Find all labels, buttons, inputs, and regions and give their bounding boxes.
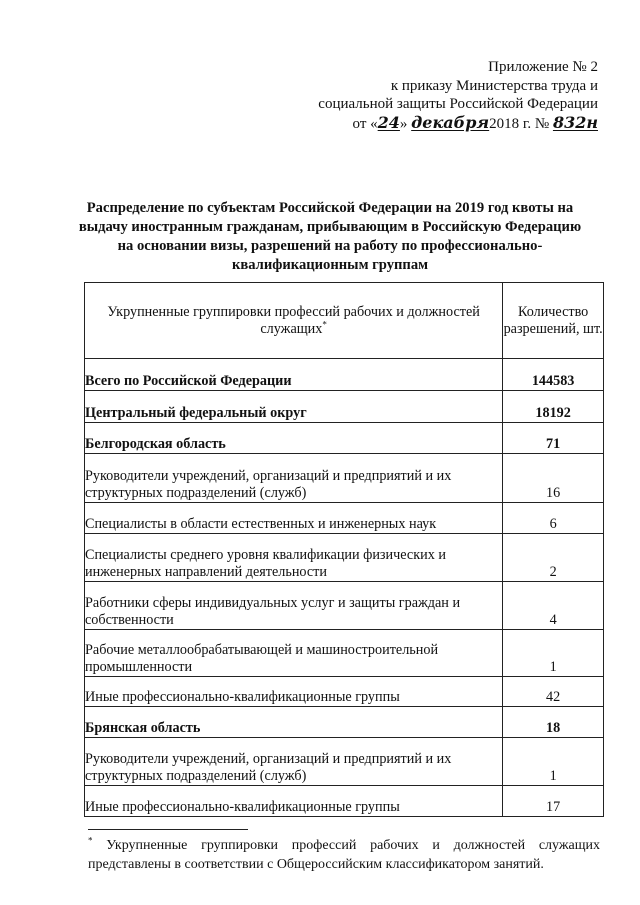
handwritten-order-number: 832н bbox=[552, 112, 598, 132]
table-row bbox=[85, 738, 604, 786]
row-name: Работники сферы индивидуальных услуг и защиты граждан и собственности bbox=[85, 582, 503, 630]
row-value: 1 bbox=[503, 630, 604, 677]
row-value: 16 bbox=[503, 454, 604, 503]
header-permits-count: Количество разрешений, шт. bbox=[503, 283, 604, 359]
table-row bbox=[85, 454, 604, 503]
table-row bbox=[85, 423, 604, 454]
appendix-date-line bbox=[278, 114, 598, 134]
row-name: Иные профессионально-квалификационные группы bbox=[85, 786, 503, 817]
handwritten-month: декабря bbox=[411, 112, 490, 132]
table-row bbox=[85, 786, 604, 817]
table-row bbox=[85, 582, 604, 630]
row-name: Руководители учреждений, организаций и предприятий и их структурных подразделений (служб) bbox=[85, 454, 503, 503]
appendix-block bbox=[278, 58, 598, 133]
footnote-divider bbox=[88, 829, 248, 830]
row-value: 17 bbox=[503, 786, 604, 817]
appendix-ministry-line: социальной защиты Российской Федерации bbox=[318, 96, 598, 112]
date-year: 2018 г. № bbox=[489, 115, 550, 132]
row-name: Рабочие металлообрабатывающей и машиностроительной промышленности bbox=[85, 630, 503, 677]
row-value: 71 bbox=[503, 423, 604, 454]
row-value: 18192 bbox=[503, 391, 604, 423]
row-name: Белгородская область bbox=[85, 423, 503, 454]
row-value: 42 bbox=[503, 677, 604, 707]
row-value: 18 bbox=[503, 707, 604, 738]
row-name: Центральный федеральный округ bbox=[85, 391, 503, 423]
table-row bbox=[85, 503, 604, 534]
appendix-title: Приложение № 2 bbox=[488, 59, 598, 75]
header-footnote-mark: * bbox=[322, 318, 327, 329]
quota-table bbox=[84, 282, 604, 817]
row-value: 6 bbox=[503, 503, 604, 534]
header-professions: Укрупненные группировки профессий рабочих и должностей служащих* bbox=[85, 283, 503, 359]
document-title: Распределение по субъектам Российской Федерации на 2019 год квоты на выдачу иностранным гражданам, прибывающим в Российскую Федерацию на основании визы, разрешений на работу по профессионально-квалификационным группам bbox=[78, 200, 582, 273]
row-value: 2 bbox=[503, 534, 604, 582]
row-value: 4 bbox=[503, 582, 604, 630]
footnote-mark: * bbox=[88, 835, 93, 846]
table-header-row bbox=[85, 283, 604, 359]
table-row bbox=[85, 677, 604, 707]
date-prefix: от « bbox=[352, 115, 378, 132]
row-name: Специалисты среднего уровня квалификации физических и инженерных направлений деятельности bbox=[85, 534, 503, 582]
footnote bbox=[88, 836, 600, 874]
handwritten-day: 24 bbox=[377, 112, 400, 132]
table-row bbox=[85, 630, 604, 677]
row-value: 144583 bbox=[503, 359, 604, 391]
table-row bbox=[85, 707, 604, 738]
appendix-order-line: к приказу Министерства труда и bbox=[390, 77, 598, 94]
row-name: Брянская область bbox=[85, 707, 503, 738]
row-name: Всего по Российской Федерации bbox=[85, 359, 503, 391]
row-name: Иные профессионально-квалификационные группы bbox=[85, 677, 503, 707]
row-name: Руководители учреждений, организаций и предприятий и их структурных подразделений (служб) bbox=[85, 738, 503, 786]
table-row bbox=[85, 391, 604, 423]
row-value: 1 bbox=[503, 738, 604, 786]
date-mid: » bbox=[399, 115, 412, 132]
row-name: Специалисты в области естественных и инженерных наук bbox=[85, 503, 503, 534]
table-row bbox=[85, 534, 604, 582]
footnote-text: Укрупненные группировки профессий рабочих и должностей служащих представлены в соответствии с Общероссийским классификатором занятий. bbox=[88, 838, 600, 872]
table-row bbox=[85, 359, 604, 391]
